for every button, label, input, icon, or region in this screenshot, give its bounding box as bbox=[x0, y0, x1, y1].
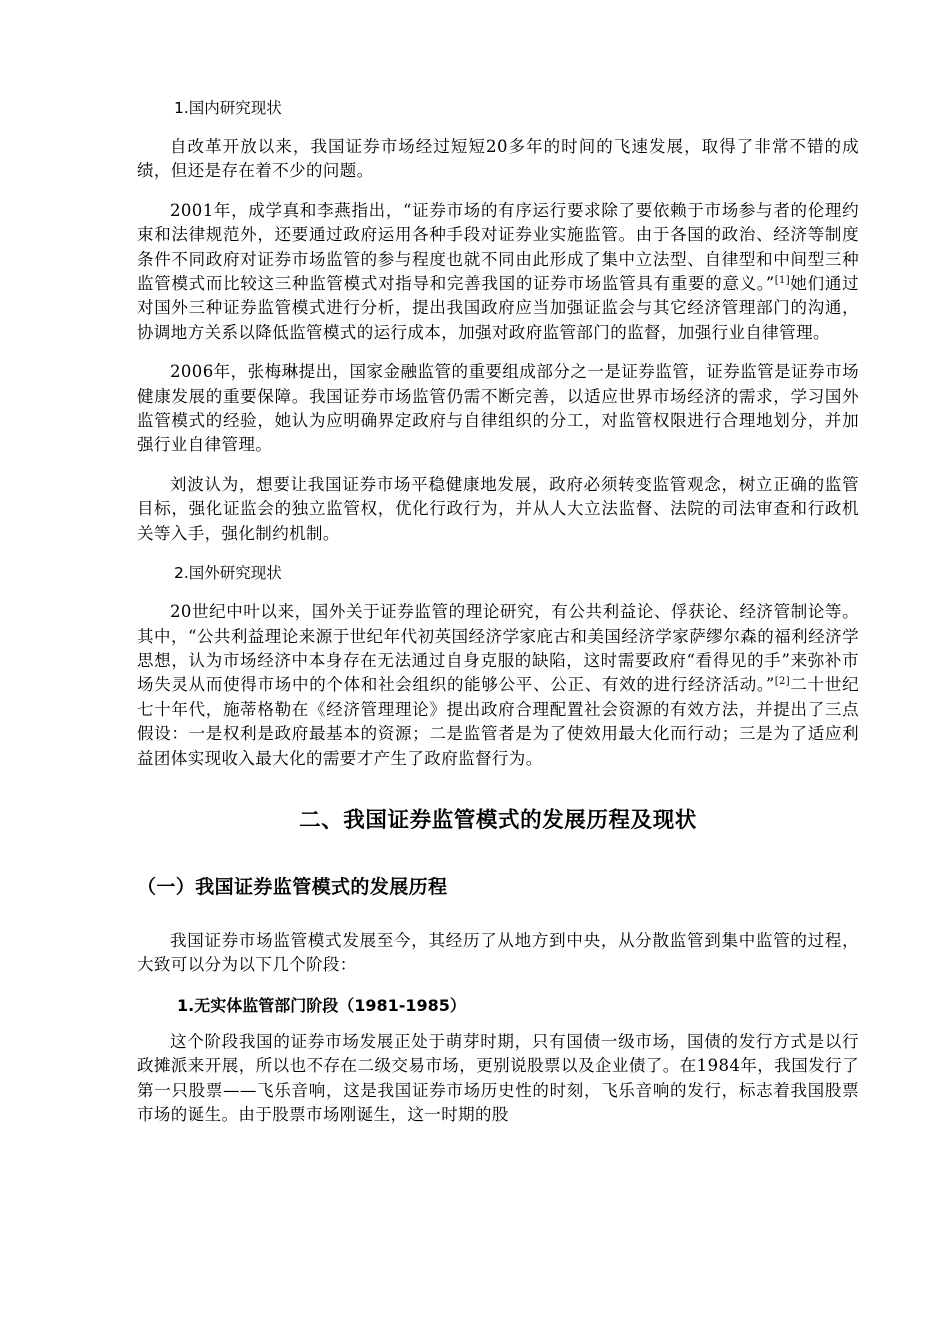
citation-ref-2[interactable]: [2] bbox=[774, 676, 791, 688]
section-title: （一）我国证券监管模式的发展历程 bbox=[137, 875, 448, 898]
page-content bbox=[137, 96, 859, 1142]
paragraph-domestic-4: 刘波认为，想要让我国证券市场平稳健康地发展，政府必须转变监管观念，树立正确的监管目标，强化证监会的独立监管权，优化行政行为，并从人大立法监督、法院的司法审查和行政机关等入手，强化制约机制。 bbox=[137, 474, 859, 543]
paragraph-foreign-1 bbox=[137, 600, 859, 771]
citation-ref-1[interactable]: [1] bbox=[774, 275, 791, 287]
stage-1-heading: 1.无实体监管部门阶段（1981-1985） bbox=[177, 995, 466, 1015]
paragraph-domestic-2 bbox=[137, 199, 859, 345]
domestic-research-heading: 1.国内研究现状 bbox=[174, 99, 282, 117]
paragraph-text: 她们通过对国外三种证券监管模式进行分析，提出我国政府应当加强证监会与其它经济管理部门的沟通，协调地方关系以降低监管模式的运行成本，加强对政府监管部门的监督，加强行业自律管理。 bbox=[137, 274, 859, 342]
paragraph-text: 20世纪中叶以来，国外关于证券监管的理论研究，有公共利益论、俘获论、经济管制论等。其中，“公共利益理论来源于世纪年代初英国经济学家庇古和美国经济学家萨缪尔森的福利经济学思想，认为市场经济中本身存在无法通过自身克服的缺陷，这时需要政府“看得见的手”来弥补市场失灵从而使得市场中的个体和社会组织的能够公平、公正、有效的进行经济活动。” bbox=[137, 602, 859, 695]
chapter-title: 二、我国证券监管模式的发展历程及现状 bbox=[299, 807, 697, 833]
paragraph-text: 二十世纪七十年代，施蒂格勒在《经济管理理论》提出政府合理配置社会资源的有效方法，并提出了三点假设：一是权利是政府最基本的资源；二是监管者是为了使效用最大化而行动；三是为了适应利益团体实现收入最大化的需要才产生了政府监督行为。 bbox=[137, 675, 859, 768]
paragraph-domestic-3: 2006年，张梅琳提出，国家金融监管的重要组成部分之一是证券监管，证券监管是证券市场健康发展的重要保障。我国证券市场监管仍需不断完善，以适应世界市场经济的需求，学习国外监管模式的经验，她认为应明确界定政府与自律组织的分工，对监管权限进行合理地划分，并加强行业自律管理。 bbox=[137, 362, 859, 455]
paragraph-stage-1: 这个阶段我国的证券市场发展正处于萌芽时期，只有国债一级市场，国债的发行方式是以行政摊派来开展，所以也不存在二级交易市场，更别说股票以及企业债了。在1984年，我国发行了第一只股票——飞乐音响，这是我国证券市场历史性的时刻，飞乐音响的发行，标志着我国股票市场的诞生。由于股票市场刚诞生，这一时期的股 bbox=[137, 1031, 859, 1124]
foreign-research-heading: 2.国外研究现状 bbox=[174, 564, 282, 583]
paragraph-history-intro: 我国证券市场监管模式发展至今，其经历了从地方到中央，从分散监管到集中监管的过程，大致可以分为以下几个阶段： bbox=[137, 930, 859, 975]
paragraph-domestic-1: 自改革开放以来，我国证券市场经过短短20多年的时间的飞速发展，取得了非常不错的成绩，但还是存在着不少的问题。 bbox=[137, 137, 859, 181]
paragraph-text: 2001年，成学真和李燕指出，“证券市场的有序运行要求除了要依赖于市场参与者的伦理约束和法律规范外，还要通过政府运用各种手段对证券业实施监管。由于各国的政治、经济等制度条件不同政府对证券市场监管的参与程度也就不同由此形成了集中立法型、自律型和中间型三种监管模式而比较这三种监管模式对指导和完善我国的证券市场监管具有重要的意义。” bbox=[137, 200, 859, 294]
